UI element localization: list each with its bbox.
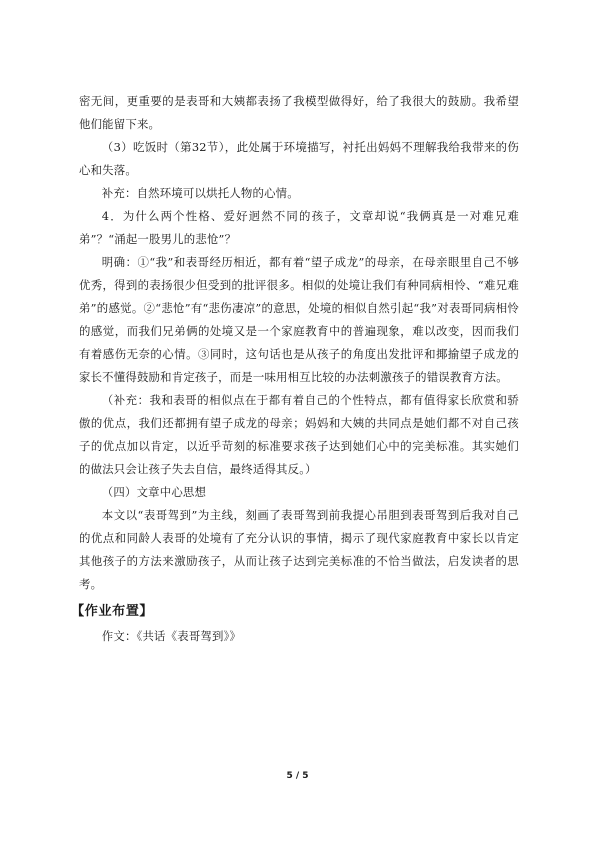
document-body [71,90,519,648]
paragraph-answer: 明确：①“我”和表哥经历相近，都有着“望子成龙”的母亲，在母亲眼里自己不够优秀，得到的表扬很少但受到的批评很多。相似的处境让我们有种同病相怜、“难兄难弟”的感觉。②“悲怆”有“悲伤凄凉”的意思，处境的相似自然引起“我”对表哥同病相怜的感觉，而我们兄弟俩的处境又是一个家庭教育中的普遍现象，难以改变，因而我们有着感伤无奈的心情。③同时，这句话也是从孩子的角度出发批评和揶揄望子成龙的家长不懂得鼓励和肯定孩子，而是一味用相互比较的办法刺激孩子的错误教育方法。 [79,255,519,384]
paragraph-central-idea: 本文以“表哥驾到”为主线，刻画了表哥驾到前我提心吊胆到表哥驾到后我对自己的优点和同龄人表哥的处境有了充分认识的事情，揭示了现代家庭教育中家长以肯定其他孩子的方法来激励孩子，从而让孩子达到完美标准的不恰当做法，启发读者的思考。 [79,508,519,591]
paragraph-supplement-2: （补充：我和表哥的相似点在于都有着自己的个性特点，都有值得家长欣赏和骄傲的优点，我们还都拥有望子成龙的母亲；妈妈和大姨的共同点是她们都不对自己孩子的优点加以肯定，以近乎苛刻的标准要求孩子达到她们心中的完美标准。其实她们的做法只会让孩子失去自信，最终适得其反。） [79,393,519,476]
page-number: 5 / 5 [286,771,309,781]
paragraph-environment: （3）吃饭时（第32节），此处属于环境描写，衬托出妈妈不理解我给我带来的伤心和失落。 [79,140,519,177]
paragraph-question-4: 4．为什么两个性格、爱好迥然不同的孩子，文章却说“我俩真是一对难兄难弟”？“涌起一股男儿的悲怆”？ [79,209,519,246]
paragraph-continuation: 密无间，更重要的是表哥和大姨都表扬了我模型做得好，给了我很大的鼓励。我希望他们能留下来。 [79,94,519,131]
homework-heading: 【作业布置】 [71,604,154,619]
homework-text: 作文：《共话《表哥驾到》》 [101,629,242,643]
section-subheading: （四）文章中心思想 [101,485,207,499]
paragraph-supplement: 补充：自然环境可以烘托人物的心情。 [101,186,299,200]
